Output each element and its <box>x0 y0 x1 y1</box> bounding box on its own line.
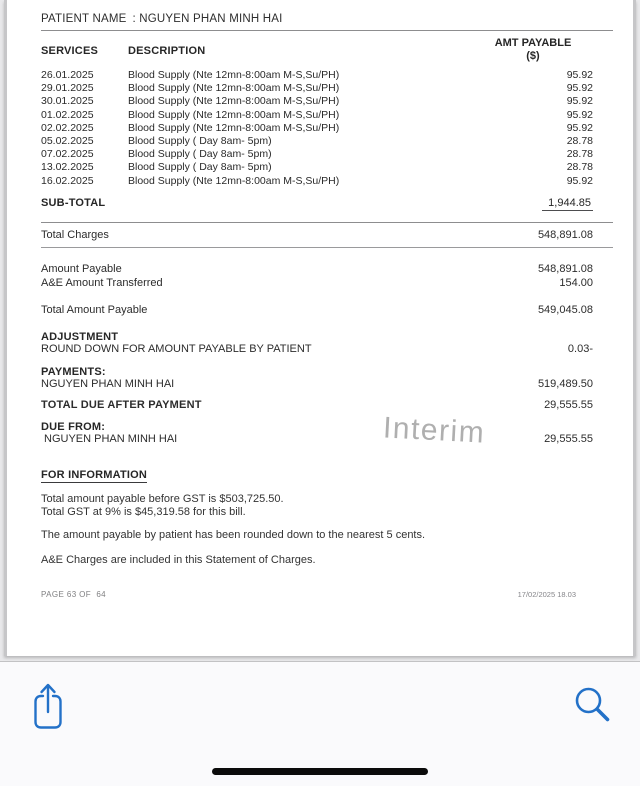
statement-of-charges <box>7 0 633 656</box>
service-description: Blood Supply (Nte 12mn-8:00am M-S,Su/PH) <box>128 82 340 95</box>
service-date: 13.02.2025 <box>41 161 94 174</box>
patient-name-value: : NGUYEN PHAN MINH HAI <box>132 13 283 25</box>
service-row <box>41 82 613 95</box>
service-description: Blood Supply (Nte 12mn-8:00am M-S,Su/PH) <box>128 95 340 108</box>
footer-timestamp: 17/02/2025 18.03 <box>517 589 576 599</box>
total-due-label: TOTAL DUE AFTER PAYMENT <box>41 398 202 411</box>
service-row <box>41 95 613 108</box>
column-header-amount-line2: ($) <box>526 50 540 62</box>
payment-row <box>41 378 613 392</box>
subtotal-row <box>41 197 613 209</box>
patient-name-line <box>41 13 613 25</box>
total-charges-value: 548,891.08 <box>537 228 593 241</box>
ae-transferred-value: 154.00 <box>559 276 593 289</box>
service-amount: 95.92 <box>566 108 593 121</box>
header-divider <box>41 30 613 31</box>
column-header-amount <box>473 37 593 63</box>
service-row <box>41 175 613 188</box>
adjustment-row <box>41 343 613 357</box>
service-description: Blood Supply (Nte 12mn-8:00am M-S,Su/PH) <box>128 108 340 121</box>
share-icon <box>31 719 65 734</box>
info-line-ae-charges: A&E Charges are included in this Statement of Charges. <box>41 554 316 567</box>
for-information-header: FOR INFORMATION <box>41 468 148 481</box>
service-amount: 95.92 <box>566 121 593 134</box>
column-header-amount-line1: AMT PAYABLE <box>494 37 572 49</box>
amount-payable-label: Amount Payable <box>41 263 122 276</box>
document-page <box>4 0 636 656</box>
service-description: Blood Supply (Nte 12mn-8:00am M-S,Su/PH) <box>128 174 340 187</box>
total-due-value: 29,555.55 <box>544 398 593 411</box>
share-button[interactable] <box>30 681 66 733</box>
service-row <box>41 69 613 82</box>
adjustment-label: ROUND DOWN FOR AMOUNT PAYABLE BY PATIENT <box>41 342 312 355</box>
adjustment-section-header: ADJUSTMENT <box>41 330 119 343</box>
due-from-section-header: DUE FROM: <box>41 421 106 434</box>
service-amount: 95.92 <box>566 69 593 81</box>
due-from-name: NGUYEN PHAN MINH HAI <box>44 433 178 446</box>
service-amount: 95.92 <box>566 82 593 95</box>
page-footer <box>41 590 613 599</box>
service-amount: 95.92 <box>566 174 593 187</box>
ae-transferred-label: A&E Amount Transferred <box>41 276 163 289</box>
service-amount: 28.78 <box>566 135 593 148</box>
subtotal-value: 1,944.85 <box>473 197 593 209</box>
adjustment-value: 0.03- <box>567 342 593 355</box>
payment-payer-name: NGUYEN PHAN MINH HAI <box>41 378 175 391</box>
service-row <box>41 109 613 122</box>
service-description: Blood Supply ( Day 8am- 5pm) <box>128 148 272 161</box>
service-description: Blood Supply (Nte 12mn-8:00am M-S,Su/PH) <box>128 121 340 134</box>
service-date: 16.02.2025 <box>41 174 94 187</box>
service-description: Blood Supply ( Day 8am- 5pm) <box>128 161 272 174</box>
patient-name-label: PATIENT NAME <box>41 13 127 25</box>
info-line-gst-amount: Total GST at 9% is $45,319.58 for this bill. <box>41 506 246 519</box>
total-charges-row <box>41 223 613 248</box>
search-button[interactable] <box>572 685 614 727</box>
table-header <box>41 37 613 63</box>
service-amount: 95.92 <box>566 95 593 108</box>
payment-value: 519,489.50 <box>537 378 593 391</box>
footer-page-number: PAGE 63 OF 64 <box>41 589 107 599</box>
service-date: 30.01.2025 <box>41 95 94 108</box>
total-due-row <box>41 399 613 413</box>
column-header-services: SERVICES <box>41 45 99 57</box>
amount-payable-row <box>41 263 613 277</box>
section-divider-bottom <box>41 247 613 248</box>
column-header-description: DESCRIPTION <box>128 45 206 57</box>
amount-payable-value: 548,891.08 <box>537 263 593 276</box>
service-description: Blood Supply (Nte 12mn-8:00am M-S,Su/PH) <box>128 69 340 81</box>
service-date: 01.02.2025 <box>41 108 94 121</box>
info-line-gst-base: Total amount payable before GST is $503,725.50. <box>41 492 284 505</box>
service-date: 02.02.2025 <box>41 121 94 134</box>
service-row <box>41 148 613 161</box>
service-row <box>41 161 613 174</box>
service-date: 26.01.2025 <box>41 69 94 81</box>
info-line-rounding: The amount payable by patient has been rounded down to the nearest 5 cents. <box>41 528 426 541</box>
total-amount-payable-row <box>41 304 613 318</box>
service-date: 29.01.2025 <box>41 82 94 95</box>
home-indicator[interactable] <box>212 768 428 775</box>
service-date: 07.02.2025 <box>41 148 94 161</box>
ae-transferred-row <box>41 277 613 291</box>
total-amount-payable-value: 549,045.08 <box>537 304 593 317</box>
service-description: Blood Supply ( Day 8am- 5pm) <box>128 135 272 148</box>
service-amount: 28.78 <box>566 161 593 174</box>
due-from-value: 29,555.55 <box>544 433 593 446</box>
total-charges-label: Total Charges <box>41 228 109 241</box>
bottom-toolbar <box>0 661 640 786</box>
service-row <box>41 122 613 135</box>
total-amount-payable-label: Total Amount Payable <box>41 304 148 317</box>
due-from-row <box>41 433 613 447</box>
services-table <box>41 69 613 188</box>
service-date: 05.02.2025 <box>41 135 94 148</box>
service-row <box>41 135 613 148</box>
interim-watermark: Interim <box>382 411 487 450</box>
service-amount: 28.78 <box>566 148 593 161</box>
payments-section-header: PAYMENTS: <box>41 366 106 379</box>
subtotal-label: SUB-TOTAL <box>41 196 106 209</box>
search-icon <box>573 713 613 728</box>
